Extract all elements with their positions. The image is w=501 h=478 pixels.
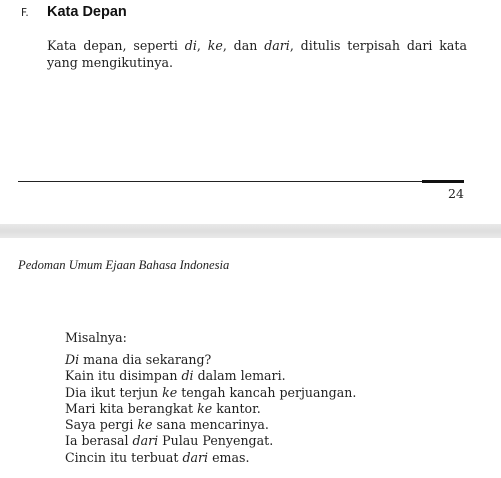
example-word-dari: dari bbox=[264, 38, 290, 53]
example-sentence: Cincin itu terbuat dari emas. bbox=[65, 449, 250, 465]
example-sentence: Dia ikut terjun ke tengah kancah perjuangan. bbox=[65, 384, 357, 400]
section-title: Kata Depan bbox=[47, 4, 127, 20]
section-letter: F. bbox=[21, 7, 29, 19]
example-sentence: Ia berasal dari Pulau Penyengat. bbox=[65, 433, 274, 449]
footer-rule bbox=[18, 181, 464, 182]
section-paragraph bbox=[47, 37, 467, 71]
paragraph-line-2: yang mengikutinya. bbox=[47, 55, 173, 70]
paragraph-line-1: Kata depan, seperti di, ke, dan dari, ditulis terpisah dari kata bbox=[47, 38, 468, 53]
page-separator bbox=[0, 224, 501, 238]
page-24 bbox=[0, 0, 501, 224]
page-25 bbox=[0, 238, 501, 478]
page-number: 24 bbox=[448, 186, 464, 201]
examples-label: Misalnya: bbox=[65, 330, 127, 345]
example-sentence: Kain itu disimpan di dalam lemari. bbox=[65, 368, 286, 384]
footer-rule-accent bbox=[422, 180, 464, 183]
examples-list bbox=[65, 352, 356, 466]
example-sentence: Di mana dia sekarang? bbox=[65, 352, 212, 367]
example-sentence: Saya pergi ke sana mencarinya. bbox=[65, 417, 269, 433]
running-header: Pedoman Umum Ejaan Bahasa Indonesia bbox=[18, 258, 230, 272]
example-word-ke: ke bbox=[207, 38, 223, 53]
example-sentence: Mari kita berangkat ke kantor. bbox=[65, 400, 261, 416]
example-word-di: di bbox=[184, 38, 197, 53]
